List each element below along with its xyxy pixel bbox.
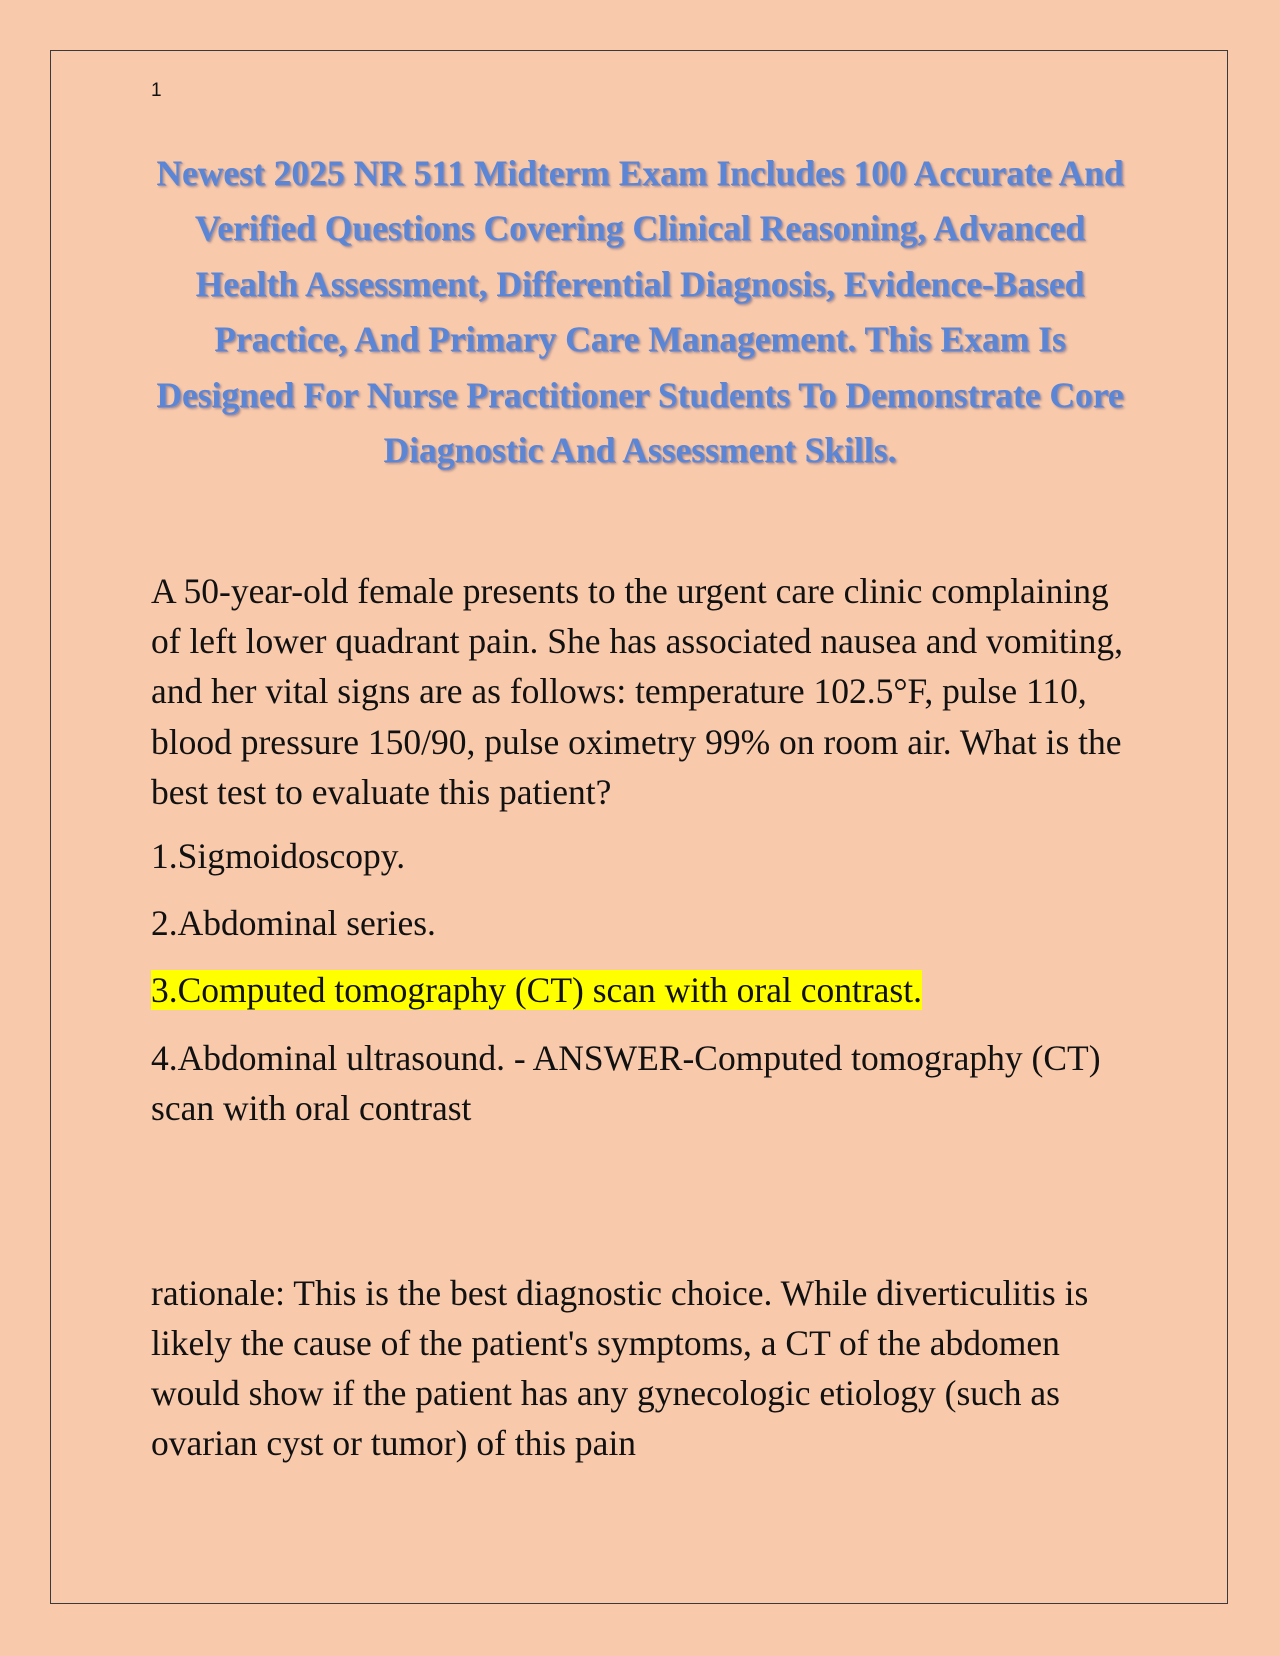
rationale: rationale: This is the best diagnostic choice. While diverticulitis is likely the cause of the patient's symptoms, a CT of the abdomen would show if the patient has any gynecologic etiology (such as ovarian cyst or tumor) of this pain xyxy=(151,1273,1089,1463)
document-title: Newest 2025 NR 511 Midterm Exam Includes 100 Accurate And Verified Questions Covering Clinical Reasoning, Advanced Health Assessment, Differential Diagnosis, Evidence-Based Practice, And Primary Care Management. This Exam Is Designed For Nurse Practitioner Students To Demonstrate Core Diagnostic And Assessment Skills. xyxy=(156,153,1124,471)
question-stem: A 50-year-old female presents to the urgent care clinic complaining of left lower quadrant pain. She has associated nausea and vomiting, and her vital signs are as follows: temperature 102.5°F, pulse 110, blood pressure 150/90, pulse oximetry 99% on room air. What is the best test to evaluate this patient? xyxy=(151,571,1124,812)
correct-answer-highlight: 3.Computed tomography (CT) scan with oral contrast. xyxy=(151,970,922,1011)
question-block xyxy=(151,566,1131,1150)
option-3-highlighted xyxy=(151,965,1131,1015)
page-number: 1 xyxy=(151,80,162,101)
option-1: 1.Sigmoidoscopy. xyxy=(151,836,406,877)
option-4-with-answer: 4.Abdominal ultrasound. - ANSWER-Computed tomography (CT) scan with oral contrast xyxy=(151,1037,1101,1128)
option-2: 2.Abdominal series. xyxy=(151,903,436,944)
